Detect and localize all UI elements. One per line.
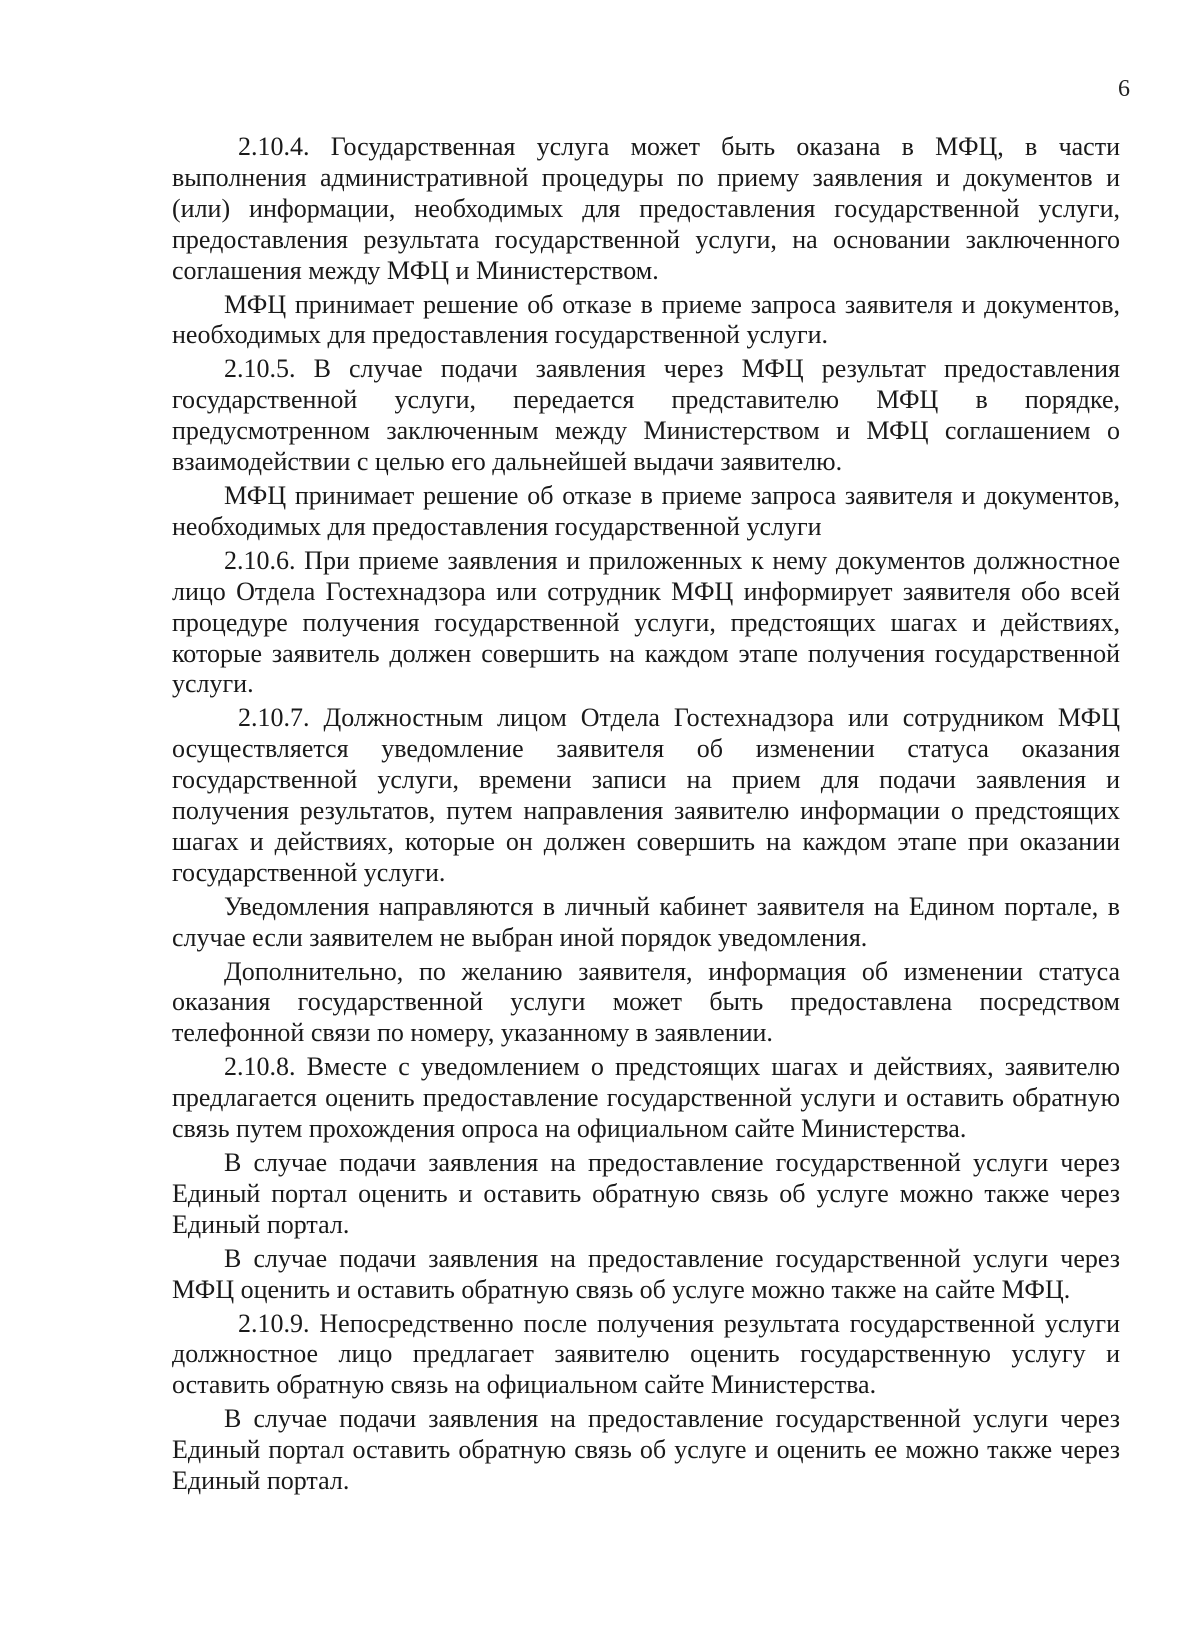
paragraph-2-10-4: 2.10.4. Государственная услуга может быть оказана в МФЦ, в части выполнения административной процедуры по приему заявления и документов и (или) информации, необходимых для предоставления государственной услуги, предоставления результата государственной услуги, на основании заключенного соглашения между МФЦ и Министерством. — [172, 132, 1120, 285]
paragraph-2-10-6: 2.10.6. При приеме заявления и приложенных к нему документов должностное лицо Отдела Гостехнадзора или сотрудник МФЦ информирует заявителя обо всей процедуре получения государственной услуги, предстоящих шагах и действиях, которые заявитель должен совершить на каждом этапе получения государственной услуги. — [172, 545, 1120, 699]
paragraph-2-10-7: 2.10.7. Должностным лицом Отдела Гостехнадзора или сотрудником МФЦ осуществляется уведомление заявителя об изменении статуса оказания государственной услуги, времени записи на прием для подачи заявления и получения результатов, путем направления заявителю информации о предстоящих шагах и действиях, которые он должен совершить на каждом этапе при оказании государственной услуги. — [172, 703, 1120, 887]
paragraph: Дополнительно, по желанию заявителя, информация об изменении статуса оказания государственной услуги может быть предоставлена посредством телефонной связи по номеру, указанному в заявлении. — [172, 956, 1120, 1048]
page-number: 6 — [1118, 76, 1130, 102]
paragraph-2-10-8: 2.10.8. Вместе с уведомлением о предстоящих шагах и действиях, заявителю предлагается оценить предоставление государственной услуги и оставить обратную связь путем прохождения опроса на официальном сайте Министерства. — [172, 1052, 1120, 1144]
paragraph: МФЦ принимает решение об отказе в приеме запроса заявителя и документов, необходимых для предоставления государственной услуги. — [172, 289, 1120, 350]
paragraph: В случае подачи заявления на предоставление государственной услуги через Единый портал оставить обратную связь об услуге и оценить ее можно также через Единый портал. — [172, 1404, 1120, 1496]
paragraph: Уведомления направляются в личный кабинет заявителя на Едином портале, в случае если заявителем не выбран иной порядок уведомления. — [172, 891, 1120, 952]
document-body — [172, 132, 1120, 1500]
paragraph-2-10-5: 2.10.5. В случае подачи заявления через МФЦ результат предоставления государственной услуги, передается представителю МФЦ в порядке, предусмотренном заключенным между Министерством и МФЦ соглашением о взаимодействии с целью его дальнейшей выдачи заявителю. — [172, 354, 1120, 477]
paragraph-2-10-9: 2.10.9. Непосредственно после получения результата государственной услуги должностное лицо предлагает заявителю оценить государственную услугу и оставить обратную связь на официальном сайте Министерства. — [172, 1308, 1120, 1400]
paragraph: В случае подачи заявления на предоставление государственной услуги через МФЦ оценить и оставить обратную связь об услуге можно также на сайте МФЦ. — [172, 1243, 1120, 1304]
paragraph: МФЦ принимает решение об отказе в приеме запроса заявителя и документов, необходимых для предоставления государственной услуги — [172, 480, 1120, 541]
paragraph: В случае подачи заявления на предоставление государственной услуги через Единый портал оценить и оставить обратную связь об услуге можно также через Единый портал. — [172, 1148, 1120, 1239]
